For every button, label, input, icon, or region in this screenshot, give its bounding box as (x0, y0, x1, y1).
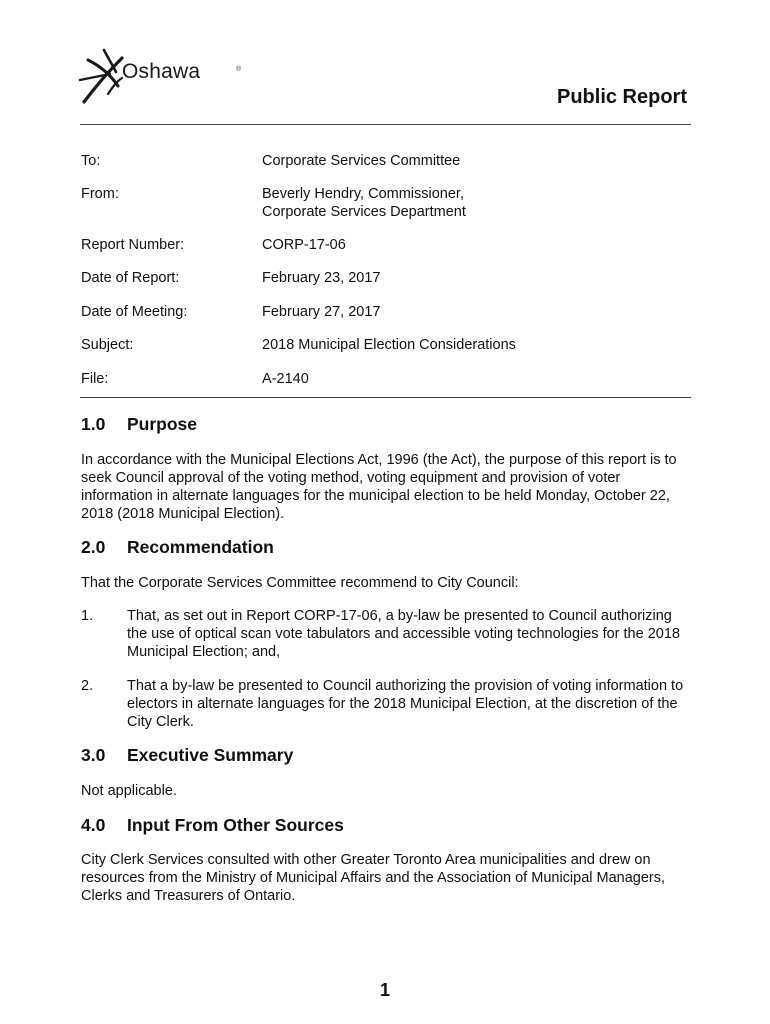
section-title: Executive Summary (127, 745, 294, 765)
item-text: That, as set out in Report CORP-17-06, a by-law be presented to Council authorizing the use of optical scan vote tabulators and accessible voting technologies for the 2018 Municipal Election; and, (127, 608, 680, 660)
section-title: Input From Other Sources (127, 815, 344, 835)
meta-label: Report Number: (81, 237, 185, 253)
meta-label: Date of Report: (81, 270, 180, 286)
meta-value: February 23, 2017 (262, 270, 381, 286)
meta-label: File: (81, 371, 109, 387)
meta-value: Beverly Hendry, Commissioner, Corporate Services Department (262, 186, 466, 220)
meta-value: Corporate Services Committee (262, 153, 461, 169)
recommendation-intro: That the Corporate Services Committee recommend to City Council: (81, 575, 519, 591)
executive-summary-paragraph: Not applicable. (81, 783, 177, 799)
section-title: Purpose (127, 414, 198, 434)
report-type-title: Public Report (556, 86, 687, 108)
meta-label: To: (81, 153, 101, 169)
meta-label: Subject: (81, 337, 134, 353)
section-number: 2.0 (81, 537, 106, 557)
header-divider (80, 124, 691, 125)
meta-value: A-2140 (262, 371, 309, 387)
section-number: 1.0 (81, 414, 106, 434)
logo-registered-mark: ® (236, 66, 242, 73)
purpose-paragraph: In accordance with the Municipal Elections Act, 1996 (the Act), the purpose of this report is to seek Council approval of the voting method, voting equipment and provision of voter information in alternate languages for the municipal election to be held Monday, October 22, 2018 (2018 Municipal Election). (81, 452, 677, 522)
meta-value: 2018 Municipal Election Considerations (262, 337, 516, 353)
item-number: 1. (81, 608, 94, 624)
item-text: That a by-law be presented to Council authorizing the provision of voting information to electors in alternate languages for the 2018 Municipal Election, at the discretion of the City Clerk. (127, 678, 684, 730)
input-paragraph: City Clerk Services consulted with other Greater Toronto Area municipalities and drew on resources from the Ministry of Municipal Affairs and the Association of Municipal Managers, Clerks and Treasurers of Ontario. (81, 852, 666, 904)
meta-label: From: (81, 186, 119, 202)
logo-wordmark: Oshawa (122, 60, 201, 83)
meta-divider (80, 397, 691, 398)
item-number: 2. (81, 678, 94, 694)
section-number: 3.0 (81, 745, 106, 765)
section-number: 4.0 (81, 815, 106, 835)
meta-value: February 27, 2017 (262, 304, 381, 320)
section-title: Recommendation (127, 537, 274, 557)
meta-label: Date of Meeting: (81, 304, 188, 320)
page-number: 1 (379, 980, 390, 1000)
meta-value: CORP-17-06 (262, 237, 346, 253)
